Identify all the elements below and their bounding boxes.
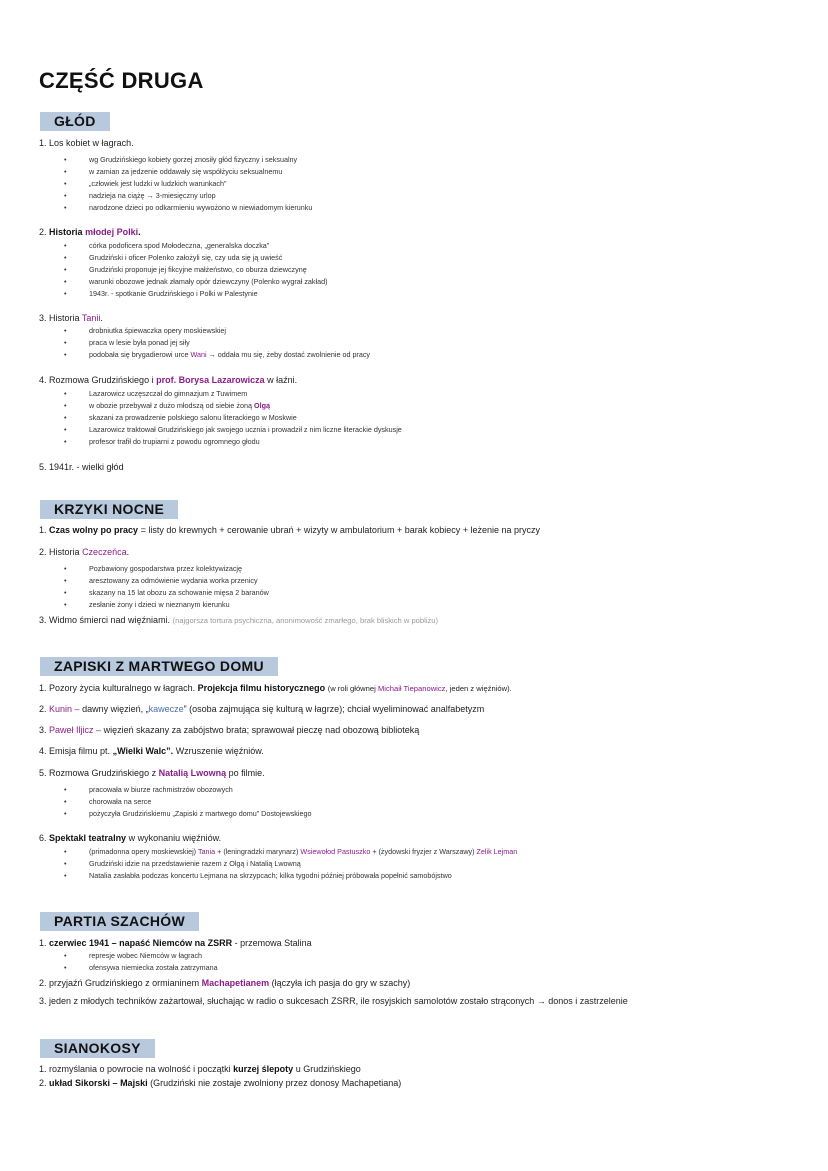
bullet-item: • aresztowany za odmówienie wydania worka przenicy <box>64 576 233 585</box>
bullet-item: • Grudziński i oficer Polenko założyli się, czy uda się ją uwieść <box>64 253 257 262</box>
bullet-item: • pożyczyła Grudzińskiemu „Zapiski z martwego domu” Dostojewskiego <box>64 809 287 818</box>
bullet-item: • podobała się brygadierowi urce Wani → oddała mu się, żeby dostać zwolnienie od pracy <box>64 350 345 359</box>
bullet-item: • warunki obozowe jednak złamały opór dziewczyny (Polenko wygrał zakład) <box>64 277 303 286</box>
list-item: 3. Historia Tanii. <box>39 313 103 323</box>
section-header-krzyki: KRZYKI NOCNE <box>40 500 178 519</box>
section-header-partia: PARTIA SZACHÓW <box>40 912 199 931</box>
list-item: 4. Emisja filmu pt. „Wielki Walc”. Wzruszenie więźniów. <box>39 746 264 756</box>
bullet-item: • Pozbawiony gospodarstwa przez kolektywizację <box>64 564 217 573</box>
bullet-item: • Lazarowicz traktował Grudzińskiego jak swojego ucznia i prowadził z nim liczne literackie dyskusje <box>64 425 377 434</box>
page-title: CZĘŚĆ DRUGA <box>39 68 204 93</box>
bullet-item: • Lazarowicz uczęszczał do gimnazjum z Tuwimem <box>64 389 222 398</box>
list-item: 2. przyjaźń Grudzińskiego z ormianinem Machapetianem (łączyła ich pasja do gry w szachy) <box>39 978 411 988</box>
bullet-item: • profesor trafił do trupiarni z powodu ogromnego głodu <box>64 437 235 446</box>
list-item: 5. Rozmowa Grudzińskiego z Natalią Lwowną po filmie. <box>39 768 265 778</box>
list-item: 4. Rozmowa Grudzińskiego i prof. Borysa Lazarowicza w łaźni. <box>39 375 298 385</box>
list-item: 1. Los kobiet w łagrach. <box>39 138 134 148</box>
section-header-zapiski: ZAPISKI Z MARTWEGO DOMU <box>40 657 278 676</box>
list-item: 6. Spektakl teatralny w wykonaniu więźniów. <box>39 833 222 843</box>
list-item: 2. Historia Czeczeńca. <box>39 547 130 557</box>
bullet-item: • Grudziński idzie na przedstawienie razem z Olgą i Natalią Lwowną <box>64 859 276 868</box>
section-header-glod: GŁÓD <box>40 112 110 131</box>
bullet-item: • w zamian za jedzenie oddawały się współżyciu seksualnemu <box>64 167 257 176</box>
bullet-item: • narodzone dzieci po odkarmieniu wywożono w niewiadomym kierunku <box>64 203 287 212</box>
list-item: 1. Pozory życia kulturalnego w łagrach. Projekcja filmu historycznego (w roli głównej Michaił Tiepanowicz, jeden z więźniów). <box>39 683 512 693</box>
list-item: 1. Czas wolny po pracy = listy do krewnych + cerowanie ubrań + wizyty w ambulatorium + barak kobiecy + leżenie na pryczy <box>39 525 541 535</box>
list-item: 3. Widmo śmierci nad więźniami. (najgorsza tortura psychiczna, anonimowość zmarłego, brak bliskich w pobliżu) <box>39 615 439 625</box>
bullet-item: • Natalia zasłabła podczas koncertu Lejmana na skrzypcach; kilka tygodni później próbowała popełnić samobójstwo <box>64 871 427 880</box>
bullet-item: • nadzieja na ciążę → 3-miesięczny urlop <box>64 191 191 200</box>
bullet-item: • skazany na 15 lat obozu za schowanie mięsa 2 baranów <box>64 588 244 597</box>
bullet-item: • skazani za prowadzenie polskiego salonu literackiego w Moskwie <box>64 413 272 422</box>
bullet-item: • pracowała w biurze rachmistrzów obozowych <box>64 785 208 794</box>
bullet-item: • 1943r. - spotkanie Grudzińskiego i Polki w Palestynie <box>64 289 233 298</box>
list-item: 3. Paweł Iljicz – więzień skazany za zabójstwo brata; sprawował pieczę nad obozową biblioteką <box>39 725 420 735</box>
list-item: 3. jeden z młodych techników zażartował, słuchając w radio o sukcesach ZSRR, ile rosyjskich samolotów zostało strąconych → donos i zastrzelenie <box>39 996 628 1006</box>
list-item: 1. rozmyślania o powrocie na wolność i początki kurzej ślepoty u Grudzińskiego <box>39 1064 361 1074</box>
section-header-sianokosy: SIANOKOSY <box>40 1039 155 1058</box>
list-item: 2. układ Sikorski – Majski (Grudziński nie zostaje zwolniony przez donosy Machapetiana) <box>39 1078 402 1088</box>
bullet-item: • (primadonna opery moskiewskiej) Tania + (leningradzki marynarz) Wsiewołod Pastuszko + (żydowski fryzjer z Warszawy) Zelik Lejman <box>64 847 492 856</box>
bullet-item: • córka podoficera spod Mołodeczna, „generalska doczka” <box>64 241 244 250</box>
bullet-item: • ofensywa niemiecka została zatrzymana <box>64 963 193 972</box>
bullet-item: • Grudziński proponuje jej fikcyjne małżeństwo, co oburza dziewczynę <box>64 265 282 274</box>
bullet-item: • wg Grudzińskiego kobiety gorzej znosiły głód fizyczny i seksualny <box>64 155 272 164</box>
bullet-item: • praca w lesie była ponad jej siły <box>64 338 165 347</box>
bullet-item: • drobniutka śpiewaczka opery moskiewskiej <box>64 326 201 335</box>
bullet-item: • chorowała na serce <box>64 797 126 806</box>
list-item: 5. 1941r. - wielki głód <box>39 462 124 472</box>
list-item: 2. Historia młodej Polki. <box>39 227 141 237</box>
bullet-item: • zesłanie żony i dzieci w nieznanym kierunku <box>64 600 205 609</box>
list-item: 2. Kunin – dawny więzień, „kawecze” (osoba zajmująca się kulturą w łagrze); chciał wyeliminować analfabetyzm <box>39 704 485 714</box>
bullet-item: • w obozie przebywał z dużo młodszą od siebie żoną Olgą <box>64 401 245 410</box>
bullet-item: • represje wobec Niemców w łagrach <box>64 951 177 960</box>
list-item: 1. czerwiec 1941 – napaść Niemców na ZSRR - przemowa Stalina <box>39 938 312 948</box>
bullet-item: • „człowiek jest ludzki w ludzkich warunkach” <box>64 179 201 188</box>
